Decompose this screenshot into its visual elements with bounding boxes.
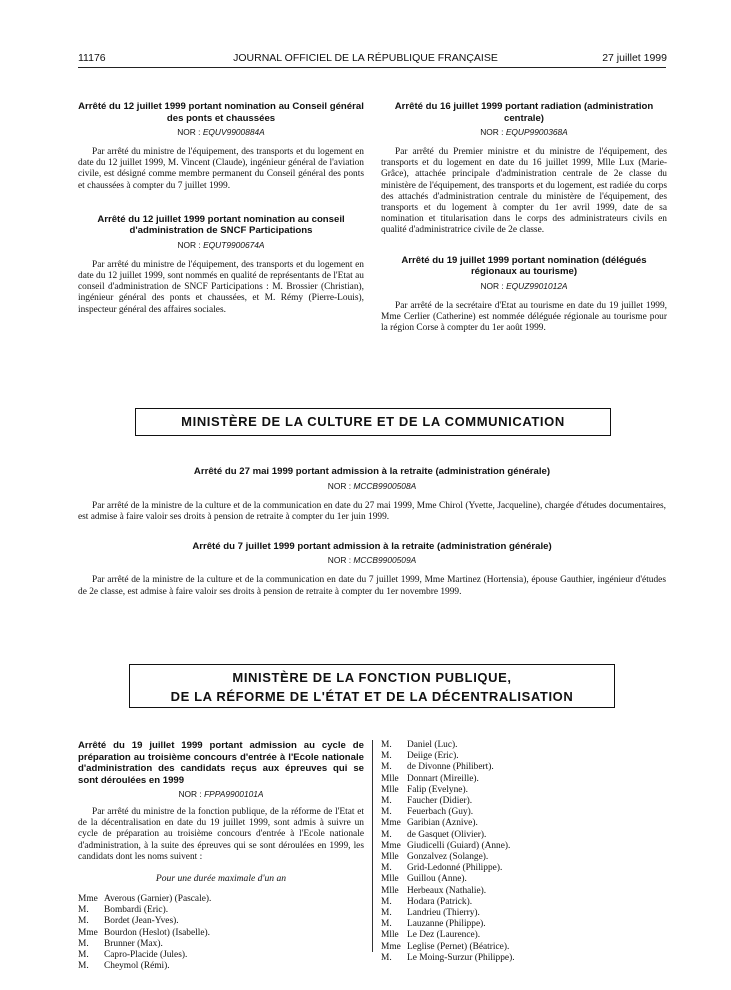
journal-title: JOURNAL OFFICIEL DE LA RÉPUBLIQUE FRANÇAISE	[233, 52, 498, 64]
list-item: Mme Averous (Garnier) (Pascale).	[78, 894, 212, 905]
list-item: Mlle Le Dez (Laurence).	[381, 930, 481, 941]
article	[78, 101, 364, 192]
candidate-list-right	[381, 740, 667, 964]
article-title: Arrêté du 19 juillet 1999 portant admission au cycle de préparation au troisième concours d'entrée à l'Ecole nationale d'administration des candidats reçus aux épreuves qui se sont déroulées en 1999	[78, 740, 364, 786]
article-title: Arrêté du 12 juillet 1999 portant nomination au conseil d'administration de SNCF Participations	[97, 213, 345, 237]
article-body: Par arrêté de la ministre de la culture et de la communication en date du 27 mai 1999, Mme Chirol (Yvette, Jacqueline), chargée d'études documentaires, est admise à faire valoir ses droits à pension de retraite à compter du 1er juin 1999.	[78, 500, 666, 522]
fonction-publique-names	[381, 740, 667, 964]
article-body: Par arrêté du Premier ministre et du ministre de l'équipement, des transports et du logement en date du 16 juillet 1999, Mlle Lux (Marie-Grâce), attachée principale d'administration centrale de 2e classe du ministère de l'équipement, des transports et du logement, est radiée du corps des attachés d'administration centrale du ministère de l'équipement, des transports et du logement à compter du 1er avril 1999, date de sa nomination et titularisation dans le corps des administrateurs civils en qualité d'administratrice civile de 2e classe.	[381, 147, 667, 236]
list-item: M. Brunner (Max).	[78, 938, 163, 949]
issue-date: 27 juillet 1999	[602, 52, 667, 64]
column-divider	[372, 740, 373, 952]
list-item: Mlle Gonzalvez (Solange).	[381, 852, 489, 863]
list-subheading: Pour une durée maximale d'un an	[155, 873, 287, 885]
nor-reference: NOR : MCCB9900509A	[327, 555, 417, 566]
article-body: Par arrêté du ministre de l'équipement, des transports et du logement en date du 12 juillet 1999, sont nommés en qualité de représentants de l'Etat au conseil d'administration de SNCF Participations : M. Brossier (Christian), ingénieur général des ponts et chaussées, et M. Rémy (Pierre-Louis), inspecteur général des affaires sociales.	[78, 259, 364, 315]
article	[381, 101, 667, 237]
right-column	[381, 101, 667, 334]
nor-reference: NOR : EQUZ9901012A	[480, 280, 568, 291]
list-item: M. Hodara (Patrick).	[381, 896, 473, 907]
article-body: Par arrêté du ministre de la fonction publique, de la réforme de l'Etat et de la décentralisation en date du 19 juillet 1999, sont admis à suivre un cycle de préparation au troisième concours d'entrée à l'Ecole nationale d'administration, à la suite des épreuves qui se sont déroulées en 1999, les candidats dont les noms suivent :	[78, 807, 364, 862]
article	[78, 214, 364, 316]
list-item: Mlle Guillou (Anne).	[381, 874, 467, 885]
article	[78, 541, 666, 598]
article	[381, 255, 667, 335]
list-item: Mlle Herbeaux (Nathalie).	[381, 885, 487, 896]
header-rule	[78, 67, 666, 68]
article-body: Par arrêté de la secrétaire d'Etat au tourisme en date du 19 juillet 1999, Mme Cerlier (Catherine) est nommée déléguée régionale au tourisme pour la région Corse à compter du 1er août 1999.	[381, 300, 667, 334]
list-item: Mme Bourdon (Heslot) (Isabelle).	[78, 927, 210, 938]
list-item: Mme Giudicelli (Guiard) (Anne).	[381, 840, 511, 851]
page-number: 11176	[78, 52, 106, 64]
article-title: Arrêté du 12 juillet 1999 portant nomination au Conseil général des ponts et chaussées	[78, 101, 364, 124]
list-item: M. Le Moing-Surzur (Philippe).	[381, 952, 515, 963]
list-item: Mlle Falip (Evelyne).	[381, 784, 468, 795]
ministry-heading-fonction-publique: MINISTÈRE DE LA FONCTION PUBLIQUE, DE LA RÉFORME DE L'ÉTAT ET DE LA DÉCENTRALISATION	[129, 664, 615, 708]
article-title: Arrêté du 16 juillet 1999 portant radiation (administration centrale)	[394, 101, 654, 124]
article-body: Par arrêté de la ministre de la culture et de la communication en date du 7 juillet 1999, Mme Martinez (Hortensia), épouse Gauthier, ingénieur d'études de 2e classe, est admise à faire valoir ses droits à pension de retraite à compter du 1er novembre 1999.	[78, 575, 666, 597]
list-item: Mme Leglise (Pernet) (Béatrice).	[381, 941, 510, 952]
list-item: M. Cheymol (Rémi).	[78, 961, 170, 972]
list-item: M. Feuerbach (Guy).	[381, 807, 474, 818]
article-title: Arrêté du 19 juillet 1999 portant nomination (délégués régionaux au tourisme)	[401, 254, 647, 278]
nor-reference: NOR : EQUV9900884A	[177, 127, 265, 137]
list-item: M. de Gasquet (Olivier).	[381, 829, 487, 840]
article-body: Par arrêté du ministre de l'équipement, des transports et du logement en date du 12 juillet 1999, M. Vincent (Claude), ingénieur général de l'aviation civile, est désigné comme membre permanent du Conseil général des ponts et chaussées à compter du 7 juillet 1999.	[78, 147, 364, 191]
list-item: M. Faucher (Didier).	[381, 796, 473, 807]
article	[78, 466, 666, 523]
list-item: M. Deiige (Eric).	[381, 751, 459, 762]
list-item: M. Daniel (Luc).	[381, 740, 458, 750]
nor-reference: NOR : EQUP9900368A	[480, 127, 568, 137]
list-item: M. de Divonne (Philibert).	[381, 762, 494, 773]
list-item: M. Capro-Placide (Jules).	[78, 950, 188, 961]
list-item: Mme Garibian (Aznive).	[381, 818, 478, 829]
nor-reference: NOR : FPPA9900101A	[178, 789, 264, 799]
list-item: M. Grid-Ledonné (Philippe).	[381, 863, 503, 874]
nor-reference: NOR : EQUT9900674A	[177, 239, 265, 250]
left-column	[78, 101, 364, 316]
ministry-heading-culture: MINISTÈRE DE LA CULTURE ET DE LA COMMUNICATION	[135, 408, 611, 436]
list-item: M. Lauzanne (Philippe).	[381, 919, 486, 930]
candidate-list-left	[78, 894, 364, 972]
list-item: M. Bordet (Jean-Yves).	[78, 916, 179, 927]
article-title: Arrêté du 27 mai 1999 portant admission à la retraite (administration générale)	[193, 466, 551, 477]
culture-section	[78, 466, 666, 598]
nor-reference: NOR : MCCB9900508A	[327, 480, 417, 491]
list-item: M. Landrieu (Thierry).	[381, 908, 480, 919]
article-title: Arrêté du 7 juillet 1999 portant admission à la retraite (administration générale)	[192, 540, 552, 552]
fonction-publique-article	[78, 740, 364, 972]
list-item: M. Bombardi (Eric).	[78, 905, 169, 916]
list-item: Mlle Donnart (Mireille).	[381, 773, 479, 784]
